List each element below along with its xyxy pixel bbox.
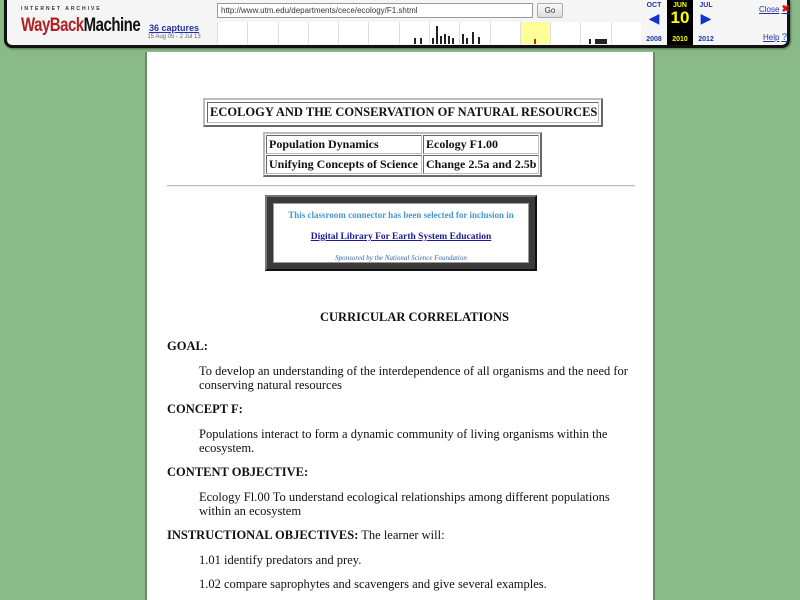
- sparkline-year[interactable]: [611, 22, 641, 44]
- capture-tick: [462, 34, 464, 44]
- logo-machine: Machine: [83, 14, 141, 37]
- sparkline-year[interactable]: [490, 22, 520, 44]
- table-row: [266, 135, 539, 154]
- content-objective-text: Ecology Fl.00 To understand ecological relationships among different populations within an ecosystem: [199, 490, 610, 518]
- page-title: ECOLOGY AND THE CONSERVATION OF NATURAL RESOURCES: [207, 102, 599, 123]
- sparkline-year[interactable]: [308, 22, 338, 44]
- wayback-logo[interactable]: [21, 6, 141, 40]
- current-month: JUN: [672, 2, 687, 9]
- table-cell: Population Dynamics: [266, 135, 422, 154]
- section-heading: CURRICULAR CORRELATIONS: [319, 310, 510, 324]
- capture-tick: [472, 32, 474, 44]
- sparkline-year[interactable]: [550, 22, 580, 44]
- date-navigator: [641, 0, 719, 45]
- page-title-box: [203, 98, 603, 127]
- current-capture-tick: [534, 39, 536, 44]
- current-year: 2010: [672, 36, 688, 43]
- capture-tick: [414, 38, 416, 44]
- sparkline-year[interactable]: [217, 22, 247, 44]
- dlese-badge-inner: [273, 203, 529, 263]
- logo-main-text: [21, 14, 141, 37]
- next-year[interactable]: 2012: [698, 36, 714, 43]
- left-arrow-icon[interactable]: ◀: [648, 10, 660, 26]
- close-button[interactable]: [759, 4, 790, 15]
- capture-tick: [420, 38, 422, 44]
- capture-tick: [448, 36, 450, 44]
- go-button[interactable]: Go: [537, 3, 563, 18]
- objective-item: 1.02 compare saprophytes and scavengers and give several examples.: [199, 577, 547, 591]
- dlese-link[interactable]: Digital Library For Earth System Education: [310, 232, 492, 242]
- dlese-badge: [265, 195, 537, 271]
- current-day: 10: [670, 8, 690, 27]
- sparkline-year[interactable]: [459, 22, 489, 44]
- sparkline-year[interactable]: [247, 22, 277, 44]
- logo-wayback: WayBack: [21, 14, 84, 37]
- instructional-suffix: The learner will:: [358, 528, 445, 542]
- close-label[interactable]: Close: [759, 5, 780, 14]
- instructional-objectives-heading: [167, 528, 642, 543]
- goal-label: GOAL:: [167, 339, 208, 353]
- instructional-label: INSTRUCTIONAL OBJECTIVES:: [167, 528, 359, 542]
- table-cell: Ecology F1.00: [423, 135, 539, 154]
- goal-text: To develop an understanding of the interdependence of all organisms and the need for conserving natural resources: [199, 364, 628, 392]
- prev-year[interactable]: 2008: [646, 36, 662, 43]
- content-objective-label: CONTENT OBJECTIVE:: [167, 465, 309, 479]
- info-table: [263, 132, 542, 177]
- sparkline-year[interactable]: [368, 22, 398, 44]
- sparkline-year[interactable]: [278, 22, 308, 44]
- capture-tick: [452, 38, 454, 44]
- capture-tick: [478, 37, 480, 44]
- sparkline-year[interactable]: [580, 22, 610, 44]
- capture-tick: [595, 39, 607, 44]
- sparkline-year[interactable]: [338, 22, 368, 44]
- concept-label: CONCEPT F:: [167, 402, 243, 416]
- dlese-intro: This classroom connector has been selected for inclusion in: [288, 210, 514, 220]
- wayback-toolbar: [4, 0, 790, 48]
- horizontal-divider: [167, 185, 635, 187]
- help-button[interactable]: [763, 32, 788, 43]
- dlese-sponsor: Sponsored by the National Science Foundation: [335, 254, 467, 262]
- captures-range: 15 Aug 05 - 2 Jul 13: [147, 34, 201, 40]
- prev-capture[interactable]: [641, 0, 667, 45]
- capture-sparkline[interactable]: [217, 22, 641, 44]
- next-capture[interactable]: [693, 0, 719, 45]
- help-label[interactable]: Help: [763, 33, 780, 42]
- prev-month[interactable]: OCT: [646, 2, 662, 9]
- url-input[interactable]: http://www.utm.edu/departments/cece/ecology/F1.shtml: [217, 3, 533, 18]
- right-arrow-icon[interactable]: ▶: [700, 10, 712, 26]
- capture-tick: [432, 38, 434, 44]
- close-icon[interactable]: ✖: [781, 4, 790, 15]
- captures-link[interactable]: 36 captures: [148, 23, 200, 33]
- sparkline-year-active[interactable]: [520, 22, 550, 44]
- capture-tick: [466, 38, 468, 44]
- concept-text: Populations interact to form a dynamic community of living organisms within the ecosystem.: [199, 427, 608, 455]
- capture-tick: [444, 34, 446, 44]
- current-capture: [667, 0, 693, 45]
- logo-top-text: INTERNET ARCHIVE: [21, 6, 102, 12]
- capture-tick: [589, 39, 591, 44]
- table-row: [266, 155, 539, 174]
- table-cell: Change 2.5a and 2.5b: [423, 155, 539, 174]
- page-content: [145, 52, 655, 600]
- help-icon[interactable]: ?: [781, 32, 788, 43]
- capture-tick: [436, 26, 438, 44]
- next-month[interactable]: JUL: [699, 2, 713, 9]
- objective-item: 1.01 identify predators and prey.: [199, 553, 362, 567]
- curricular-content: [167, 310, 642, 591]
- table-cell: Unifying Concepts of Science: [266, 155, 422, 174]
- sparkline-year[interactable]: [399, 22, 429, 44]
- captures-info: [139, 23, 209, 40]
- capture-tick: [440, 36, 442, 44]
- sparkline-year[interactable]: [429, 22, 459, 44]
